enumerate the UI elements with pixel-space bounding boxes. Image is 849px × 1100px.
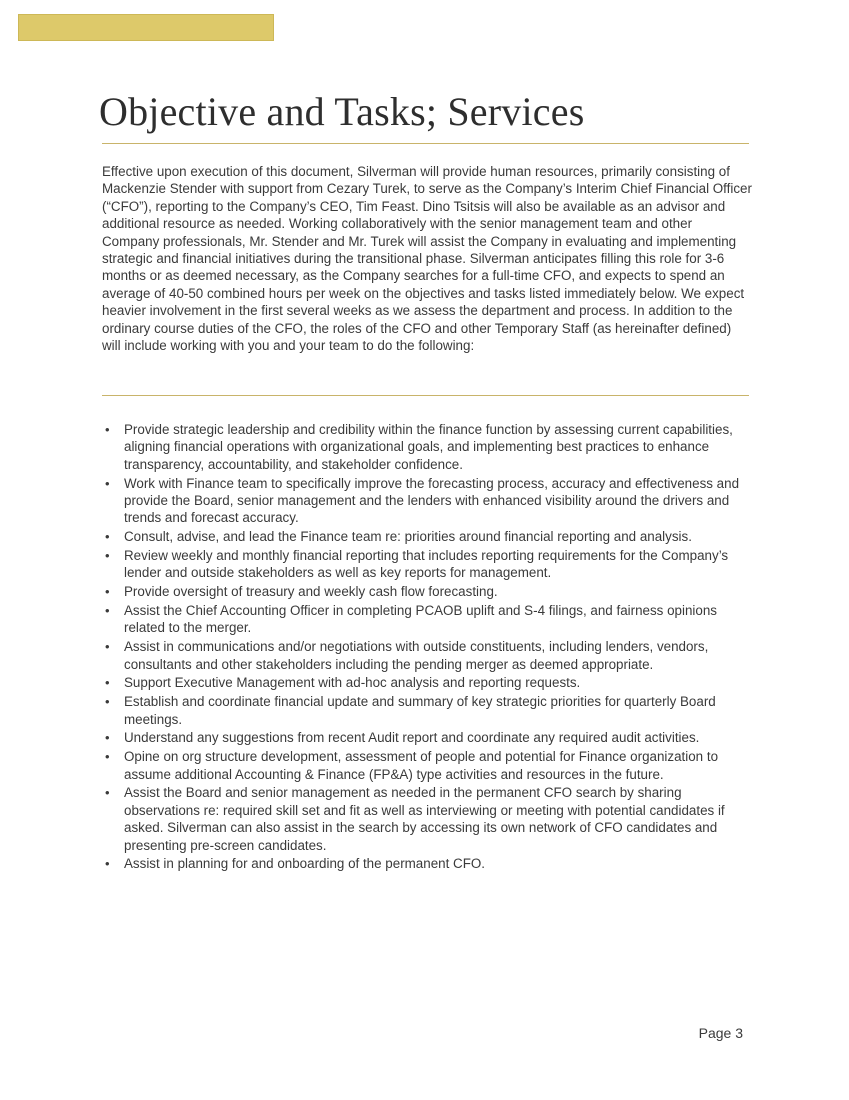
list-item xyxy=(102,547,752,582)
list-item xyxy=(102,748,752,783)
task-text: Work with Finance team to specifically improve the forecasting process, accuracy and effectiveness and provide the Board, senior management and the lenders with enhanced visibility around the drivers and trends and forecast accuracy. xyxy=(124,475,740,526)
list-item xyxy=(102,475,752,527)
list-item xyxy=(102,693,752,728)
list-item xyxy=(102,729,752,746)
section-divider xyxy=(102,395,749,396)
task-text: Provide strategic leadership and credibility within the finance function by assessing current capabilities, aligning financial operations with organizational goals, and implementing best practices to enhance transparency, accountability, and stakeholder confidence. xyxy=(124,422,733,472)
title-divider xyxy=(102,143,749,144)
bullet-icon: • xyxy=(105,422,110,437)
task-list xyxy=(102,421,752,874)
list-item xyxy=(102,855,752,872)
bullet-icon: • xyxy=(105,548,110,564)
task-text: Consult, advise, and lead the Finance team re: priorities around financial reporting and analysis. xyxy=(124,529,692,545)
bullet-icon: • xyxy=(105,529,110,545)
bullet-icon: • xyxy=(105,603,110,619)
bullet-icon: • xyxy=(105,749,110,765)
task-text: Support Executive Management with ad-hoc analysis and reporting requests. xyxy=(124,675,581,691)
task-text: Assist in planning for and onboarding of the permanent CFO. xyxy=(124,856,486,872)
task-text: Assist the Board and senior management as needed in the permanent CFO search by sharing observations re: required skill set and fit as well as interviewing or meeting with potential candidates if asked. Silverman can also assist in the search by accessing its own network of CFO candidates and presenting pre-screen candidates. xyxy=(124,785,725,853)
bullet-icon: • xyxy=(105,785,110,801)
header-gold-bar xyxy=(18,14,274,41)
page-title: Objective and Tasks; Services xyxy=(99,89,585,134)
bullet-icon: • xyxy=(105,694,110,710)
list-item xyxy=(102,674,752,691)
list-item xyxy=(102,784,752,854)
bullet-icon: • xyxy=(105,584,110,600)
bullet-icon: • xyxy=(105,856,110,872)
list-item xyxy=(102,421,752,473)
task-text: Opine on org structure development, assessment of people and potential for Finance organization to assume additional Accounting & Finance (FP&A) type activities and resources in the future. xyxy=(124,749,719,782)
list-item xyxy=(102,528,752,545)
page-number: Page 3 xyxy=(698,1025,743,1041)
list-item xyxy=(102,638,752,673)
task-text: Assist the Chief Accounting Officer in completing PCAOB uplift and S-4 filings, and fairness opinions related to the merger. xyxy=(124,603,717,636)
list-item xyxy=(102,602,752,637)
bullet-icon: • xyxy=(105,639,110,655)
task-text: Provide oversight of treasury and weekly cash flow forecasting. xyxy=(124,584,498,600)
bullet-icon: • xyxy=(105,475,110,491)
task-text: Understand any suggestions from recent Audit report and coordinate any required audit activities. xyxy=(124,730,700,746)
task-text: Establish and coordinate financial update and summary of key strategic priorities for quarterly Board meetings. xyxy=(124,694,716,727)
task-text: Review weekly and monthly financial reporting that includes reporting requirements for the Company’s lender and outside stakeholders as well as key reports for management. xyxy=(124,548,729,581)
intro-paragraph: Effective upon execution of this document, Silverman will provide human resources, primarily consisting of Mackenzie Stender with support from Cezary Turek, to serve as the Company’s Interim Chief Financial Officer (“CFO”), reporting to the Company’s CEO, Tim Feast. Dino Tsitsis will also be available as an advisor and additional resource as needed. Working collaboratively with the senior management team and other Company professionals, Mr. Stender and Mr. Turek will assist the Company in evaluating and implementing strategic and financial initiatives during the transitional phase. Silverman anticipates filling this role for 3-6 months or as deemed necessary, as the Company searches for a full-time CFO, and expects to spend an average of 40-50 combined hours per week on the objectives and tasks listed immediately below. We expect heavier involvement in the first several weeks as we assess the department and process. In addition to the ordinary course duties of the CFO, the roles of the CFO and other Temporary Staff (as hereinafter defined) will include working with you and your team to do the following: xyxy=(102,164,752,354)
task-text: Assist in communications and/or negotiations with outside constituents, including lenders, vendors, consultants and other stakeholders including the pending merger as deemed appropriate. xyxy=(124,639,709,672)
bullet-icon: • xyxy=(105,675,110,691)
list-item xyxy=(102,583,752,600)
bullet-icon: • xyxy=(105,730,110,746)
